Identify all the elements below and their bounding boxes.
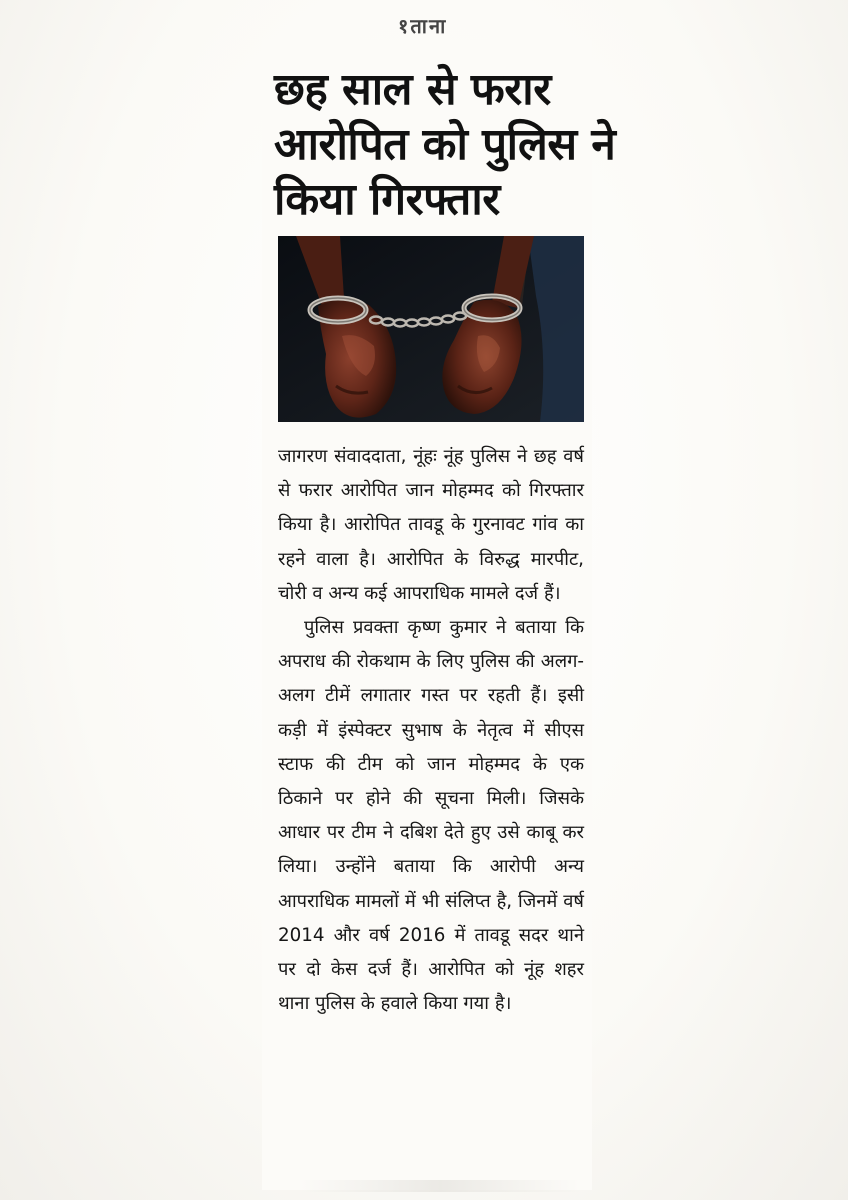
- headline-line-2: आरोपित को पुलिस ने: [274, 119, 616, 170]
- handcuffs-illustration: [278, 236, 584, 422]
- headline-line-1: छह साल से फरार: [274, 64, 551, 115]
- article-paragraph-1: जागरण संवाददाता, नूंहः नूंह पुलिस ने छह वर्ष से फरार आरोपित जान मोहम्मद को गिरफ्तार किया है। आरोपित तावडू के गुरनावट गांव का रहने वाला है। आरोपित के विरुद्ध मारपीट, चोरी व अन्य कई आपराधिक मामले दर्ज हैं।: [278, 446, 584, 604]
- masthead-mark: १ताना: [398, 14, 448, 38]
- handcuffed-hands-photo: [278, 236, 584, 422]
- headline: [274, 62, 616, 227]
- article-body: [278, 440, 584, 1021]
- headline-line-3: किया गिरफ्तार: [274, 174, 500, 225]
- print-smudge: [300, 1180, 580, 1192]
- article-paragraph-2: पुलिस प्रवक्ता कृष्ण कुमार ने बताया कि अपराध की रोकथाम के लिए पुलिस की अलग-अलग टीमें लगातार गस्त पर रहती हैं। इसी कड़ी में इंस्पेक्टर सुभाष के नेतृत्व में सीएस स्टाफ की टीम को जान मोहम्मद के एक ठिकाने पर होने की सूचना मिली। जिसके आधार पर टीम ने दबिश देते हुए उसे काबू कर लिया। उन्होंने बताया कि आरोपी अन्य आपराधिक मामलों में भी संलिप्त है, जिनमें वर्ष 2014 और वर्ष 2016 में तावडू सदर थाने पर दो केस दर्ज हैं। आरोपित को नूंह शहर थाना पुलिस के हवाले किया गया है।: [278, 617, 584, 1015]
